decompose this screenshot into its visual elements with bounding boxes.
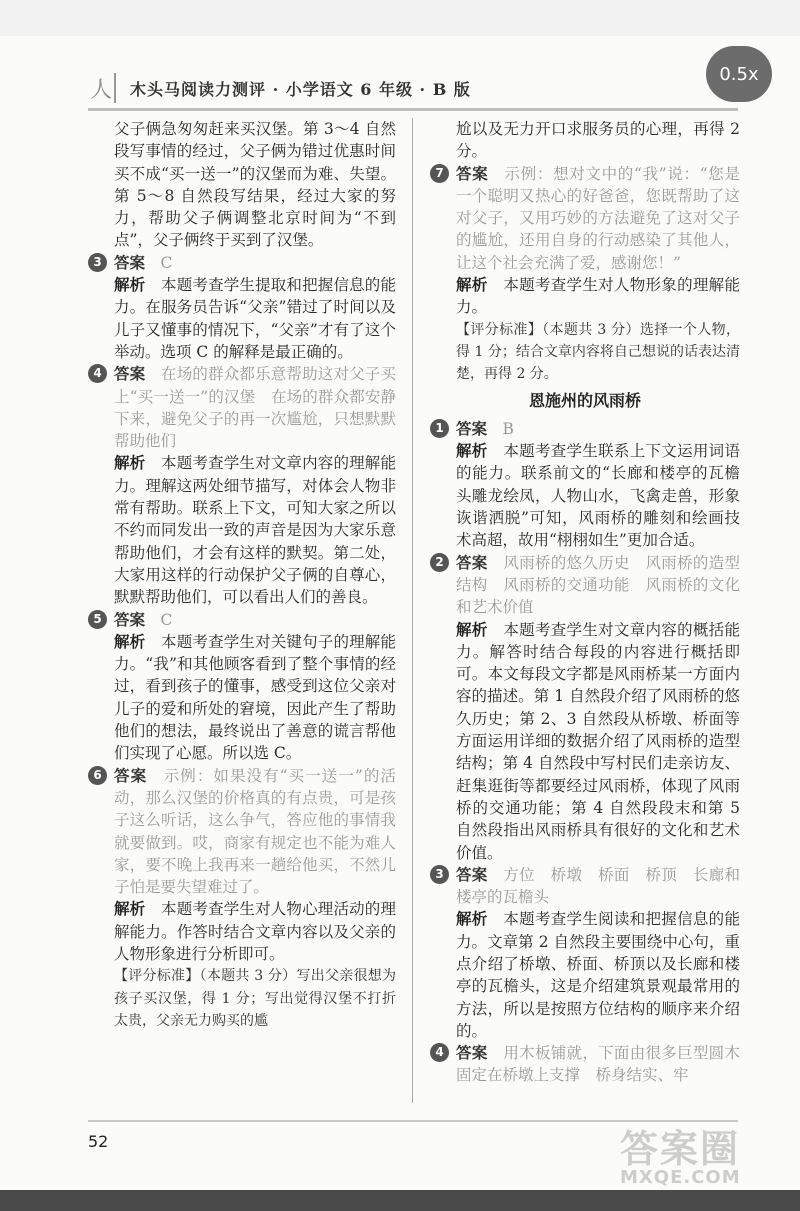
column-divider: [412, 118, 413, 1103]
answer-text: C: [160, 253, 173, 272]
question-number-badge: 1: [430, 419, 449, 438]
answer-label: 答案: [456, 163, 489, 183]
publisher-logo-icon: 人: [88, 73, 116, 103]
section-question-1: [430, 418, 740, 552]
analysis-text: 本题考查学生阅读和把握信息的能力。文章第 2 自然段主要围绕中心句，重点介绍了桥墩、桥面、桥顶以及长廊和楼亭的瓦檐头，这是介绍建筑景观最常用的方法，所以是按照方位结构的顺序来介绍的。: [456, 910, 740, 1040]
answer-text: 在场的群众都乐意帮助这对父子买上“买一送一”的汉堡 在场的群众都安静下来，避免父子的再一次尴尬，只想默默帮助他们: [114, 365, 396, 451]
page-header: [88, 70, 788, 106]
analysis-label: 解析: [114, 453, 146, 473]
scoring-criteria: 【评分标准】（本题共 3 分）写出父亲很想为孩子买汉堡，得 1 分；写出觉得汉堡不打折太贵，父亲无力购买的尴: [114, 968, 396, 1029]
section-question-3: [430, 864, 740, 1042]
analysis-label: 解析: [456, 275, 488, 295]
analysis-text: 本题考查学生对文章内容的概括能力。解答时结合每段的内容进行概括即可。本文每段文字都是风雨桥某一方面内容的描述。第 1 自然段介绍了风雨桥的悠久历史；第 2、3 自然段从桥墩、桥面等方面运用详细的数据介绍了风雨桥的造型结构；第 4 自然段中写村民们走亲访友、赶集逛街等都要经过风雨桥，体现了风雨桥的交通功能；第 4 自然段段末和第 5 自然段指出风雨桥具有很好的文化和艺术价值。: [456, 620, 740, 862]
answer-text: 示例：想对文中的“我”说：“您是一个聪明又热心的好爸爸，您既帮助了这对父子，又用巧妙的方法避免了这对父子的尴尬，还用自身的行动感染了其他人，让这个社会充满了爱，感谢您！”: [456, 164, 740, 272]
section-question-2: [430, 552, 740, 864]
viewer-bottom-bar: [0, 1190, 800, 1211]
analysis-text: 本题考查学生联系上下文运用词语的能力。联系前文的“长廊和楼亭的瓦檐头雕龙绘凤，人物山水，飞禽走兽，形象诙谐洒脱”可知，风雨桥的雕刻和绘画技术高超，故用“栩栩如生”更加合适。: [456, 442, 740, 550]
answer-text: 用木板铺就，下面由很多巨型圆木固定在桥墩上支撑 桥身结实、牢: [456, 1044, 740, 1085]
question-7: [430, 163, 740, 386]
scoring-criteria: 【评分标准】（本题共 3 分）选择一个人物，得 1 分；结合文章内容将自己想说的话表达清楚，再得 2 分。: [456, 321, 740, 383]
answer-label: 答案: [456, 418, 488, 438]
question-number-badge: 6: [88, 766, 107, 785]
question-3: [88, 252, 396, 363]
question-6: [88, 765, 396, 1033]
watermark: [620, 1118, 770, 1188]
question-4: [88, 363, 396, 608]
header-divider: [88, 108, 738, 111]
page-number: 52: [88, 1132, 109, 1151]
answer-label: 答案: [114, 609, 146, 629]
playback-speed-button[interactable]: 0.5x: [706, 46, 772, 102]
continued-scoring: 尬以及无力开口求服务员的心理，再得 2 分。: [456, 120, 740, 161]
continued-analysis: 父子俩急匆匆赶来买汉堡。第 3～4 自然段写事情的经过，父子俩为错过优惠时间买不成“买一送一”的汉堡而为难、失望。第 5～8 自然段写结果，经过大家的努力，帮助父子俩调整北京时间为“不到点”，父子俩终于买到了汉堡。: [114, 120, 396, 250]
left-column: [88, 118, 396, 1032]
answer-label: 答案: [456, 864, 488, 884]
question-number-badge: 2: [430, 553, 449, 572]
section-title: 恩施州的风雨桥: [528, 390, 641, 410]
analysis-text: 本题考查学生对人物形象的理解能力。: [456, 276, 740, 317]
page-header-title: 木头马阅读力测评 · 小学语文 6 年级 · B 版: [130, 79, 471, 99]
analysis-label: 解析: [456, 909, 488, 929]
answer-label: 答案: [114, 765, 148, 785]
analysis-text: 本题考查学生提取和把握信息的能力。在服务员告诉“父亲”错过了时间以及儿子又懂事的情况下，“父亲”才有了这个举动。选项 C 的解释是最正确的。: [114, 276, 396, 361]
answer-text: 风雨桥的悠久历史 风雨桥的造型结构 风雨桥的交通功能 风雨桥的文化和艺术价值: [456, 553, 740, 617]
analysis-label: 解析: [456, 619, 488, 639]
analysis-text: 本题考查学生对文章内容的理解能力。理解这两处细节描写，对体会人物非常有帮助。联系上下文，可知大家之所以不约而同发出一致的声音是因为大家乐意帮助他们，才会有这样的默契。第二处，大家用这样的行动保护父子俩的自尊心，默默帮助他们，可以看出人们的善良。: [114, 454, 396, 607]
answer-text: 示例：如果没有“买一送一”的活动，那么汉堡的价格真的有点贵，可是孩子这么听话，这么争气，答应他的事情我就要做到。哎，商家有规定也不能为难人家，要不晚上我再来一趟给他买，不然儿子怕是要失望难过了。: [114, 766, 396, 897]
answer-label: 答案: [114, 252, 146, 272]
analysis-text: 本题考查学生对人物心理活动的理解能力。作答时结合文章内容以及父亲的人物形象进行分析即可。: [114, 900, 396, 963]
watermark-text: 答案圈: [620, 1127, 741, 1171]
watermark-url: MXQE.COM: [620, 1167, 741, 1188]
question-number-badge: 7: [430, 164, 449, 183]
question-number-badge: 5: [88, 610, 107, 629]
analysis-label: 解析: [114, 631, 146, 651]
answer-label: 答案: [456, 552, 488, 572]
question-number-badge: 4: [430, 1043, 449, 1062]
question-5: [88, 609, 396, 765]
analysis-label: 解析: [114, 899, 146, 919]
section-question-4: [430, 1042, 740, 1087]
answer-label: 答案: [456, 1043, 488, 1063]
viewer-top-bar: [0, 0, 800, 36]
analysis-label: 解析: [456, 441, 488, 461]
answer-text: B: [502, 419, 514, 438]
analysis-text: 本题考查学生对关键句子的理解能力。“我”和其他顾客看到了整个事情的经过，看到孩子的懂事，感受到这位父亲对儿子的爱和所处的窘境，因此产生了帮助他们的想法，最终说出了善意的谎言帮他们实现了心愿。所以选 C。: [114, 632, 396, 763]
question-number-badge: 3: [430, 865, 449, 884]
question-number-badge: 3: [88, 253, 107, 272]
answer-text: C: [160, 610, 173, 629]
right-column: [430, 118, 740, 1087]
question-number-badge: 4: [88, 364, 107, 383]
analysis-label: 解析: [114, 275, 146, 295]
answer-text: 方位 桥墩 桥面 桥顶 长廊和楼亭的瓦檐头: [456, 865, 740, 907]
answer-label: 答案: [114, 364, 146, 384]
